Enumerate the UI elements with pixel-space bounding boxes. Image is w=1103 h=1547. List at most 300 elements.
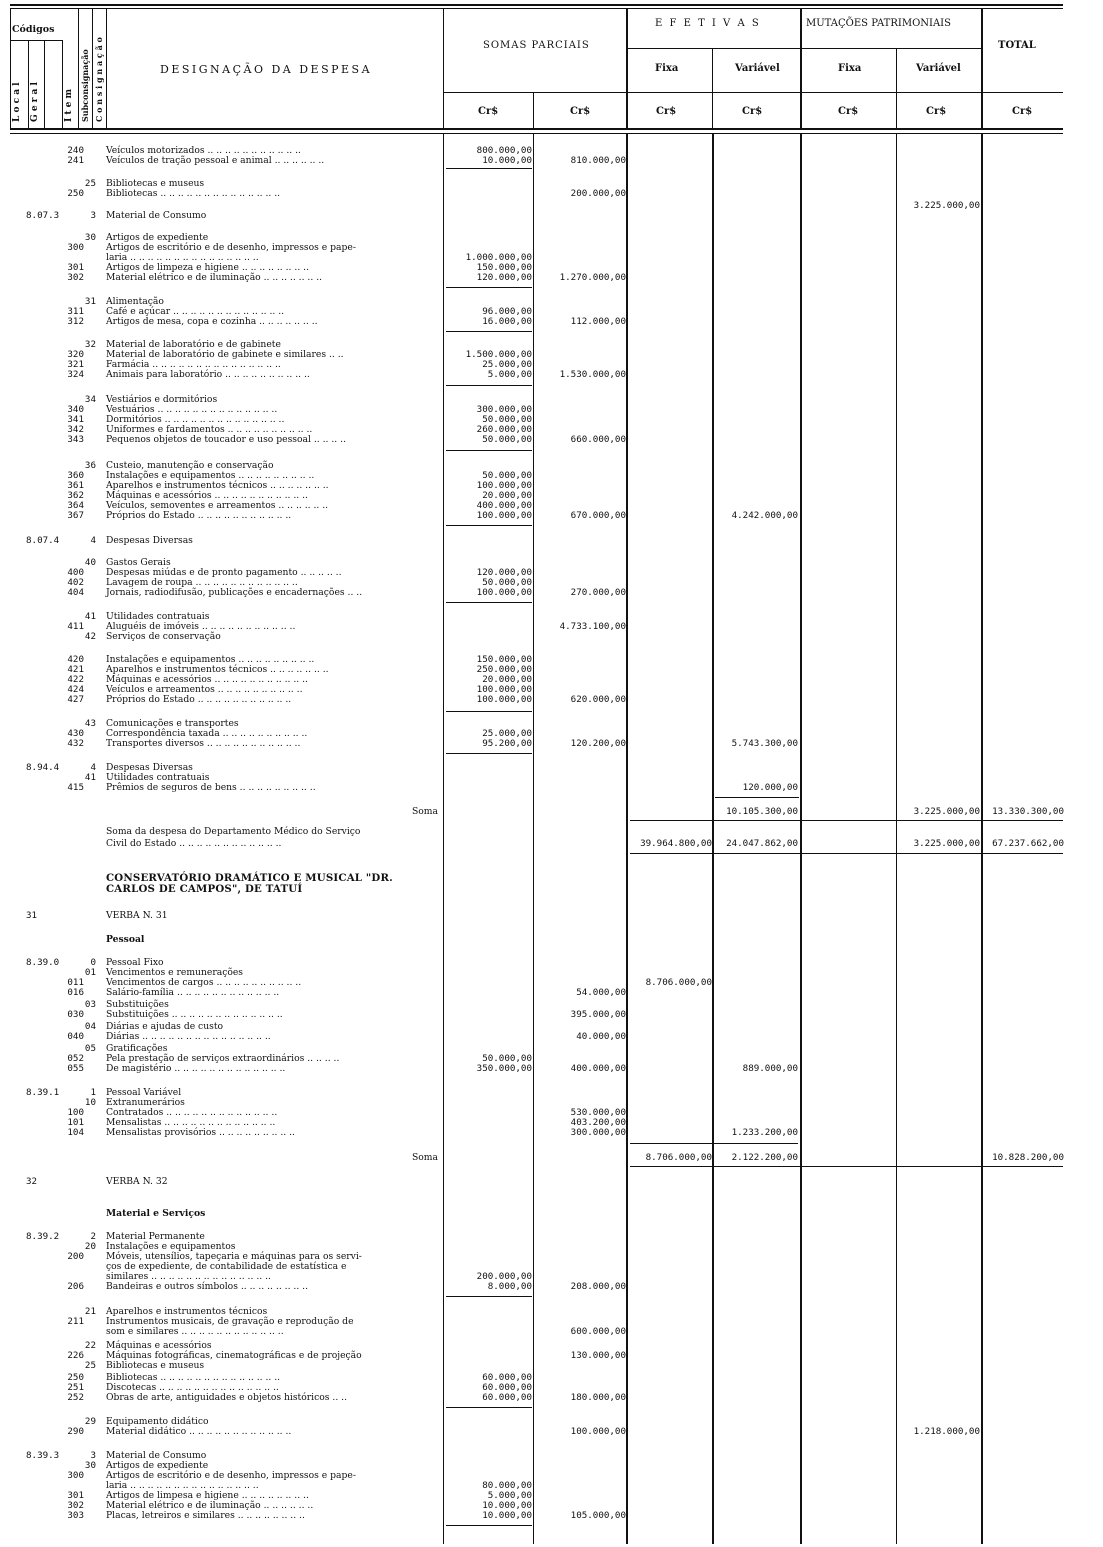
mutacoes-header: MUTAÇÕES PATRIMONIAIS [806, 18, 951, 29]
partial-sum-2: 200.000,00 [570, 188, 626, 199]
consignacao-code: 30 [84, 1460, 96, 1471]
item-code: 226 [67, 1350, 84, 1361]
item-code: 211 [67, 1316, 84, 1327]
item-code: 011 [67, 977, 84, 988]
table-row [0, 826, 1103, 837]
table-row [0, 738, 1103, 749]
table-row [0, 434, 1103, 445]
expense-description: Correspondência taxada .. .. .. .. .. .. .. .. .. .. [106, 728, 308, 739]
expense-description: Aparelhos e instrumentos técnicos [106, 1306, 268, 1317]
item-code: 100 [67, 1107, 84, 1118]
item-code: 101 [67, 1117, 84, 1128]
expense-description: Artigos de expediente [106, 232, 209, 243]
partial-sum-2: 403.200,00 [570, 1117, 626, 1128]
item-code: 206 [67, 1281, 84, 1292]
expense-description: Soma da despesa do Departamento Médico do Serviço [106, 826, 361, 837]
soma-rule [630, 853, 1063, 854]
mutacoes-variavel-value: 3.225.000,00 [913, 838, 980, 849]
table-row [0, 806, 1103, 817]
table-row [0, 535, 1103, 546]
partial-sum-1: 400.000,00 [476, 500, 532, 511]
efetivas-header: E F E T I V A S [655, 18, 761, 29]
item-code: 251 [67, 1382, 84, 1393]
total-value: 13.330.300,00 [992, 806, 1064, 817]
consignacao-code: 04 [84, 1021, 96, 1032]
currency-header: Cr$ [742, 106, 763, 117]
partial-sum-1: 250.000,00 [476, 664, 532, 675]
partial-sum-1: 96.000,00 [482, 306, 532, 317]
table-row [0, 1127, 1103, 1138]
consignacao-code: 41 [84, 611, 96, 622]
partial-sum-2: 670.000,00 [570, 510, 626, 521]
soma-rule [630, 820, 1063, 821]
table-row [0, 1510, 1103, 1521]
efetivas-variavel-value: 2.122.200,00 [731, 1152, 798, 1163]
item-code: 342 [67, 424, 84, 435]
soma-label: Soma [411, 806, 438, 817]
partial-sum-1: 300.000,00 [476, 404, 532, 415]
consignacao-code: 0 [90, 957, 96, 968]
partial-sum-1: 60.000,00 [482, 1392, 532, 1403]
item-code: 302 [67, 1500, 84, 1511]
consignacao-code: 05 [84, 1043, 96, 1054]
expense-description: Utilidades contratuais [106, 611, 210, 622]
expense-description: Obras de arte, antiguidades e objetos históricos .. .. [106, 1392, 348, 1403]
header-col-line [10, 8, 11, 128]
expense-description: Pessoal Fixo [106, 957, 164, 968]
consignacao-code: 34 [84, 394, 96, 405]
expense-description: Máquinas fotográficas, cinematográficas e de projeção [106, 1350, 362, 1361]
partial-sum-2: 120.200,00 [570, 738, 626, 749]
partial-sum-1: 100.000,00 [476, 694, 532, 705]
expense-description: Alimentação [106, 296, 164, 307]
expense-description: Jornais, radiodifusão, publicações e encadernações .. .. [106, 587, 363, 598]
subtotal-rule [446, 525, 532, 526]
expense-description: Móveis, utensílios, tapeçaria e máquinas para os servi- [106, 1251, 362, 1262]
expense-description: Diárias .. .. .. .. .. .. .. .. .. .. .. .. .. .. .. [106, 1031, 271, 1042]
partial-sum-1: 100.000,00 [476, 480, 532, 491]
expense-description: Pela prestação de serviços extraordinários .. .. .. .. [106, 1053, 340, 1064]
partial-sum-2: 620.000,00 [570, 694, 626, 705]
partial-sum-1: 120.000,00 [476, 272, 532, 283]
partial-sum-2: 400.000,00 [570, 1063, 626, 1074]
soma-rule [630, 1166, 1063, 1167]
table-row [0, 987, 1103, 998]
partial-sum-2: 660.000,00 [570, 434, 626, 445]
consignacao-code: 31 [84, 296, 96, 307]
item-code: 320 [67, 349, 84, 360]
expense-description: Vestiários e dormitórios [106, 394, 218, 405]
expense-description: Vencimentos de cargos .. .. .. .. .. .. .. .. .. .. [106, 977, 302, 988]
item-code: 301 [67, 262, 84, 273]
partial-sum-1: 25.000,00 [482, 728, 532, 739]
subtotal-rule [446, 331, 532, 332]
partial-sum-2: 600.000,00 [570, 1326, 626, 1337]
consignacao-code: 4 [90, 762, 96, 773]
expense-description: Próprios do Estado .. .. .. .. .. .. .. .. .. .. .. [106, 694, 292, 705]
header-bottom-rule-thin [10, 133, 1063, 134]
consignacao-code: 36 [84, 460, 96, 471]
efetivas-variavel-value: 1.233.200,00 [731, 1127, 798, 1138]
expense-description: Veículos e arreamentos .. .. .. .. .. .. .. .. .. .. [106, 684, 303, 695]
expense-description: Artigos de escritório e de desenho, impressos e pape- [106, 242, 356, 253]
expense-description: ços de expediente, de contabilidade de estatística e [106, 1261, 347, 1272]
expense-description: Dormitórios .. .. .. .. .. .. .. .. .. .. .. .. .. .. [106, 414, 285, 425]
item-code: 422 [67, 674, 84, 685]
consignacao-code: 3 [90, 1450, 96, 1461]
top-rule [10, 4, 1063, 6]
expense-description: VERBA N. 32 [106, 1176, 168, 1187]
consignacao-code: 4 [90, 535, 96, 546]
expense-description: Bibliotecas .. .. .. .. .. .. .. .. .. .. .. .. .. .. [106, 1372, 281, 1383]
partial-sum-2: 105.000,00 [570, 1510, 626, 1521]
efetivas-variavel-value: 5.743.300,00 [731, 738, 798, 749]
item-code: 321 [67, 359, 84, 370]
table-row [0, 188, 1103, 199]
local-code: 8.39.0 [26, 957, 60, 968]
expense-description: Comunicações e transportes [106, 718, 239, 729]
table-row [0, 631, 1103, 642]
expense-description: Uniformes e fardamentos .. .. .. .. .. .. .. .. .. .. [106, 424, 313, 435]
total-value: 67.237.662,00 [992, 838, 1064, 849]
partial-sum-2: 810.000,00 [570, 155, 626, 166]
consignacao-code: 1 [90, 1087, 96, 1098]
subtotal-rule [446, 1296, 532, 1297]
header-col-line [28, 40, 29, 128]
local-code: 8.39.3 [26, 1450, 60, 1461]
subconsignacao-header: Subconsignação [80, 49, 90, 122]
local-code: 8.39.2 [26, 1231, 60, 1242]
expense-description: Animais para laboratório .. .. .. .. .. .. .. .. .. .. [106, 369, 310, 380]
expense-description: Artigos de escritório e de desenho, impressos e pape- [106, 1470, 356, 1481]
expense-description: Máquinas e acessórios .. .. .. .. .. .. .. .. .. .. .. [106, 674, 308, 685]
subtotal-rule [446, 450, 532, 451]
header-col-line [78, 8, 79, 128]
header-col-line [62, 40, 63, 128]
partial-sum-2: 180.000,00 [570, 1392, 626, 1403]
header-col-line [712, 48, 713, 128]
expense-description: Artigos de limpesa e higiene .. .. .. .. .. .. .. .. [106, 1490, 309, 1501]
item-code: 362 [67, 490, 84, 501]
item-code: 361 [67, 480, 84, 491]
expense-description: Bibliotecas .. .. .. .. .. .. .. .. .. .. .. .. .. .. [106, 188, 281, 199]
partial-sum-1: 100.000,00 [476, 510, 532, 521]
expense-description: Transportes diversos .. .. .. .. .. .. .. .. .. .. .. [106, 738, 301, 749]
local-code: 8.39.1 [26, 1087, 60, 1098]
table-row [0, 369, 1103, 380]
partial-sum-1: 1.500.000,00 [465, 349, 532, 360]
expense-description: Material de Consumo [106, 1450, 207, 1461]
header-col-line [981, 8, 983, 128]
partial-sum-2: 112.000,00 [570, 316, 626, 327]
efetivas-fixa-value: 8.706.000,00 [645, 977, 712, 988]
item-code: 343 [67, 434, 84, 445]
item-code: 252 [67, 1392, 84, 1403]
partial-sum-1: 50.000,00 [482, 1053, 532, 1064]
expense-description: Discotecas .. .. .. .. .. .. .. .. .. .. .. .. .. .. [106, 1382, 279, 1393]
expense-description: Despesas Diversas [106, 535, 193, 546]
expense-description: Instalações e equipamentos .. .. .. .. .. .. .. .. .. [106, 470, 315, 481]
expense-description: Artigos de expediente [106, 1460, 209, 1471]
consignacao-code: 40 [84, 557, 96, 568]
partial-sum-2: 270.000,00 [570, 587, 626, 598]
table-row [0, 782, 1103, 793]
expense-description: Pessoal Variável [106, 1087, 182, 1098]
partial-sum-2: 4.733.100,00 [559, 621, 626, 632]
partial-sum-1: 80.000,00 [482, 1480, 532, 1491]
subtotal-rule [715, 797, 799, 798]
consignacao-code: 3 [90, 210, 96, 221]
efetivas-variavel-header: Variável [735, 63, 780, 74]
subtotal-rule [446, 1525, 532, 1526]
partial-sum-1: 200.000,00 [476, 1271, 532, 1282]
currency-header: Cr$ [1012, 106, 1033, 117]
partial-sum-1: 50.000,00 [482, 434, 532, 445]
item-code: 016 [67, 987, 84, 998]
geral-header: G e r a l [30, 82, 40, 122]
consignacao-header: C o n s i g n a ç ã o [94, 37, 104, 122]
partial-sum-1: 60.000,00 [482, 1372, 532, 1383]
expense-description: similares .. .. .. .. .. .. .. .. .. .. .. .. .. .. [106, 1271, 271, 1282]
partial-sum-1: 120.000,00 [476, 567, 532, 578]
expense-description: Material didático .. .. .. .. .. .. .. .. .. .. .. .. [106, 1426, 292, 1437]
efetivas-fixa-value: 39.964.800,00 [640, 838, 712, 849]
header-col-line [443, 8, 444, 128]
item-code: 400 [67, 567, 84, 578]
expense-description: Substituições .. .. .. .. .. .. .. .. .. .. .. .. .. [106, 1009, 283, 1020]
consignacao-code: 43 [84, 718, 96, 729]
table-row [0, 1326, 1103, 1337]
consignacao-code: 03 [84, 999, 96, 1010]
item-code: 427 [67, 694, 84, 705]
partial-sum-2: 208.000,00 [570, 1281, 626, 1292]
item-code: 040 [67, 1031, 84, 1042]
item-code: 300 [67, 242, 84, 253]
partial-sum-1: 5.000,00 [487, 1490, 532, 1501]
partial-sum-2: 54.000,00 [576, 987, 626, 998]
partial-sum-1: 50.000,00 [482, 470, 532, 481]
total-value: 10.828.200,00 [992, 1152, 1064, 1163]
mutacoes-fixa-header: Fixa [838, 63, 862, 74]
partial-sum-1: 20.000,00 [482, 490, 532, 501]
expense-description: laria .. .. .. .. .. .. .. .. .. .. .. .. .. .. .. [106, 252, 259, 263]
currency-header: Cr$ [838, 106, 859, 117]
item-code: 250 [67, 1372, 84, 1383]
table-row [0, 1426, 1103, 1437]
expense-description: Serviços de conservação [106, 631, 221, 642]
item-code: 302 [67, 272, 84, 283]
expense-description: Vestuários .. .. .. .. .. .. .. .. .. .. .. .. .. .. [106, 404, 278, 415]
expense-description: Material de laboratório e de gabinete [106, 339, 281, 350]
subtotal-rule [446, 711, 532, 712]
item-code: 030 [67, 1009, 84, 1020]
expense-description: CARLOS DE CAMPOS", DE TATUÍ [106, 883, 303, 895]
item-code: 311 [67, 306, 84, 317]
item-code: 411 [67, 621, 84, 632]
item-code: 055 [67, 1063, 84, 1074]
partial-sum-2: 530.000,00 [570, 1107, 626, 1118]
expense-description: Material e Serviços [106, 1208, 206, 1219]
table-row [0, 1031, 1103, 1042]
item-header: I t e m [64, 88, 74, 122]
partial-sum-1: 100.000,00 [476, 684, 532, 695]
expense-description: CONSERVATÓRIO DRAMÁTICO E MUSICAL "DR. [106, 872, 393, 884]
expense-description: Artigos de mesa, copa e cozinha .. .. .. .. .. .. .. [106, 316, 318, 327]
expense-description: Vencimentos e remunerações [106, 967, 244, 978]
expense-description: VERBA N. 31 [106, 910, 168, 921]
item-code: 300 [67, 1470, 84, 1481]
table-row [0, 1281, 1103, 1292]
partial-sum-1: 60.000,00 [482, 1382, 532, 1393]
item-code: 430 [67, 728, 84, 739]
item-code: 324 [67, 369, 84, 380]
partial-sum-1: 10.000,00 [482, 1500, 532, 1511]
partial-sum-1: 8.000,00 [487, 1281, 532, 1292]
local-code: 8.07.4 [26, 535, 60, 546]
expense-description: Veículos, semoventes e arreamentos .. .. .. .. .. .. [106, 500, 329, 511]
header-col-line [92, 8, 93, 128]
item-code: 415 [67, 782, 84, 793]
expense-description: Substituições [106, 999, 169, 1010]
table-row [0, 510, 1103, 521]
mutacoes-variavel-header: Variável [916, 63, 961, 74]
consignacao-code: 41 [84, 772, 96, 783]
item-code: 420 [67, 654, 84, 665]
subtotal-rule [446, 385, 532, 386]
item-code: 303 [67, 1510, 84, 1521]
expense-description: Bibliotecas e museus [106, 178, 205, 189]
header-col-line [626, 8, 628, 128]
header-bottom-rule [10, 128, 1063, 130]
header-col-line [106, 8, 107, 128]
subtotal-rule [446, 287, 532, 288]
expense-description: Material elétrico e de iluminação .. .. .. .. .. .. .. [106, 272, 323, 283]
item-code: 052 [67, 1053, 84, 1064]
subtotal-rule [630, 1143, 798, 1144]
item-code: 364 [67, 500, 84, 511]
item-code: 367 [67, 510, 84, 521]
consignacao-code: 01 [84, 967, 96, 978]
partial-sum-1: 5.000,00 [487, 369, 532, 380]
codigos-header: Códigos [12, 24, 55, 35]
item-code: 341 [67, 414, 84, 425]
partial-sum-2: 395.000,00 [570, 1009, 626, 1020]
table-row [0, 210, 1103, 221]
expense-description: Contratados .. .. .. .. .. .. .. .. .. .. .. .. .. [106, 1107, 278, 1118]
expense-description: Veículos motorizados .. .. .. .. .. .. .. .. .. .. .. [106, 145, 301, 156]
total-header: TOTAL [998, 40, 1036, 51]
top-rule-thin [10, 8, 1063, 9]
expense-description: Instrumentos musicais, de gravação e reprodução de [106, 1316, 354, 1327]
consignacao-code: 2 [90, 1231, 96, 1242]
expense-description: Despesas miúdas e de pronto pagamento .. .. .. .. .. [106, 567, 342, 578]
partial-sum-1: 100.000,00 [476, 587, 532, 598]
expense-description: som e similares .. .. .. .. .. .. .. .. .. .. .. .. [106, 1326, 284, 1337]
item-code: 360 [67, 470, 84, 481]
table-row [0, 1208, 1103, 1219]
consignacao-code: 25 [84, 1360, 96, 1371]
table-row [0, 272, 1103, 283]
expense-description: Aluguéis de imóveis .. .. .. .. .. .. .. .. .. .. .. [106, 621, 296, 632]
table-row [0, 1152, 1103, 1163]
expense-description: Máquinas e acessórios .. .. .. .. .. .. .. .. .. .. .. [106, 490, 308, 501]
partial-sum-1: 50.000,00 [482, 414, 532, 425]
partial-sum-1: 50.000,00 [482, 577, 532, 588]
partial-sum-1: 16.000,00 [482, 316, 532, 327]
local-code: 8.94.4 [26, 762, 60, 773]
item-code: 404 [67, 587, 84, 598]
consignacao-code: 42 [84, 631, 96, 642]
header-col-line [896, 48, 897, 128]
partial-sum-1: 25.000,00 [482, 359, 532, 370]
efetivas-variavel-value: 4.242.000,00 [731, 510, 798, 521]
partial-sum-1: 350.000,00 [476, 1063, 532, 1074]
expense-description: Placas, letreiros e similares .. .. .. .. .. .. .. .. [106, 1510, 305, 1521]
expense-description: Material de laboratório de gabinete e similares .. .. [106, 349, 344, 360]
expense-description: Aparelhos e instrumentos técnicos .. .. .. .. .. .. .. [106, 480, 329, 491]
expense-description: Despesas Diversas [106, 762, 193, 773]
partial-sum-1: 95.200,00 [482, 738, 532, 749]
expense-description: Próprios do Estado .. .. .. .. .. .. .. .. .. .. .. [106, 510, 292, 521]
local-header: L o c a l [12, 82, 22, 122]
efetivas-fixa-header: Fixa [655, 63, 679, 74]
partial-sum-1: 20.000,00 [482, 674, 532, 685]
partial-sum-1: 10.000,00 [482, 155, 532, 166]
consignacao-code: 20 [84, 1241, 96, 1252]
expense-description: Civil do Estado .. .. .. .. .. .. .. .. .. .. .. .. [106, 838, 282, 849]
expense-description: Bandeiras e outros símbolos .. .. .. .. .. .. .. .. [106, 1281, 309, 1292]
partial-sum-1: 10.000,00 [482, 1510, 532, 1521]
currency-header: Cr$ [926, 106, 947, 117]
item-code: 250 [67, 188, 84, 199]
partial-sum-1: 150.000,00 [476, 654, 532, 665]
consignacao-code: 21 [84, 1306, 96, 1317]
consignacao-code: 10 [84, 1097, 96, 1108]
expense-description: Material Permanente [106, 1231, 205, 1242]
expense-description: Diárias e ajudas de custo [106, 1021, 224, 1032]
local-code: 32 [26, 1176, 38, 1187]
table-row [0, 1009, 1103, 1020]
partial-sum-1: 1.000.000,00 [465, 252, 532, 263]
header-col-line [533, 92, 534, 128]
expense-description: Artigos de limpeza e higiene .. .. .. .. .. .. .. .. [106, 262, 310, 273]
expense-description: laria .. .. .. .. .. .. .. .. .. .. .. .. .. .. .. [106, 1480, 259, 1491]
header-currency-rule [443, 92, 1063, 93]
expense-description: Material de Consumo [106, 210, 207, 221]
consignacao-code: 32 [84, 339, 96, 350]
table-row [0, 1063, 1103, 1074]
expense-description: Farmácia .. .. .. .. .. .. .. .. .. .. .. .. .. .. .. [106, 359, 281, 370]
partial-sum-2: 130.000,00 [570, 1350, 626, 1361]
table-row [0, 1392, 1103, 1403]
table-row [0, 934, 1103, 945]
subtotal-rule [446, 753, 532, 754]
expense-description: Material elétrico e de iluminação .. .. .. .. .. .. [106, 1500, 314, 1511]
efetivas-variavel-value: 889.000,00 [742, 1063, 798, 1074]
header-sub-rule [626, 48, 981, 49]
partial-sum-1: 800.000,00 [476, 145, 532, 156]
table-row [0, 1360, 1103, 1371]
partial-sum-2: 300.000,00 [570, 1127, 626, 1138]
expense-description: De magistério .. .. .. .. .. .. .. .. .. .. .. .. .. [106, 1063, 286, 1074]
expense-description: Gratificações [106, 1043, 168, 1054]
somas-parciais-header: SOMAS PARCIAIS [483, 40, 590, 51]
expense-description: Equipamento didático [106, 1416, 209, 1427]
item-code: 432 [67, 738, 84, 749]
consignacao-code: 25 [84, 178, 96, 189]
efetivas-variavel-value: 10.105.300,00 [726, 806, 798, 817]
table-row [0, 155, 1103, 166]
